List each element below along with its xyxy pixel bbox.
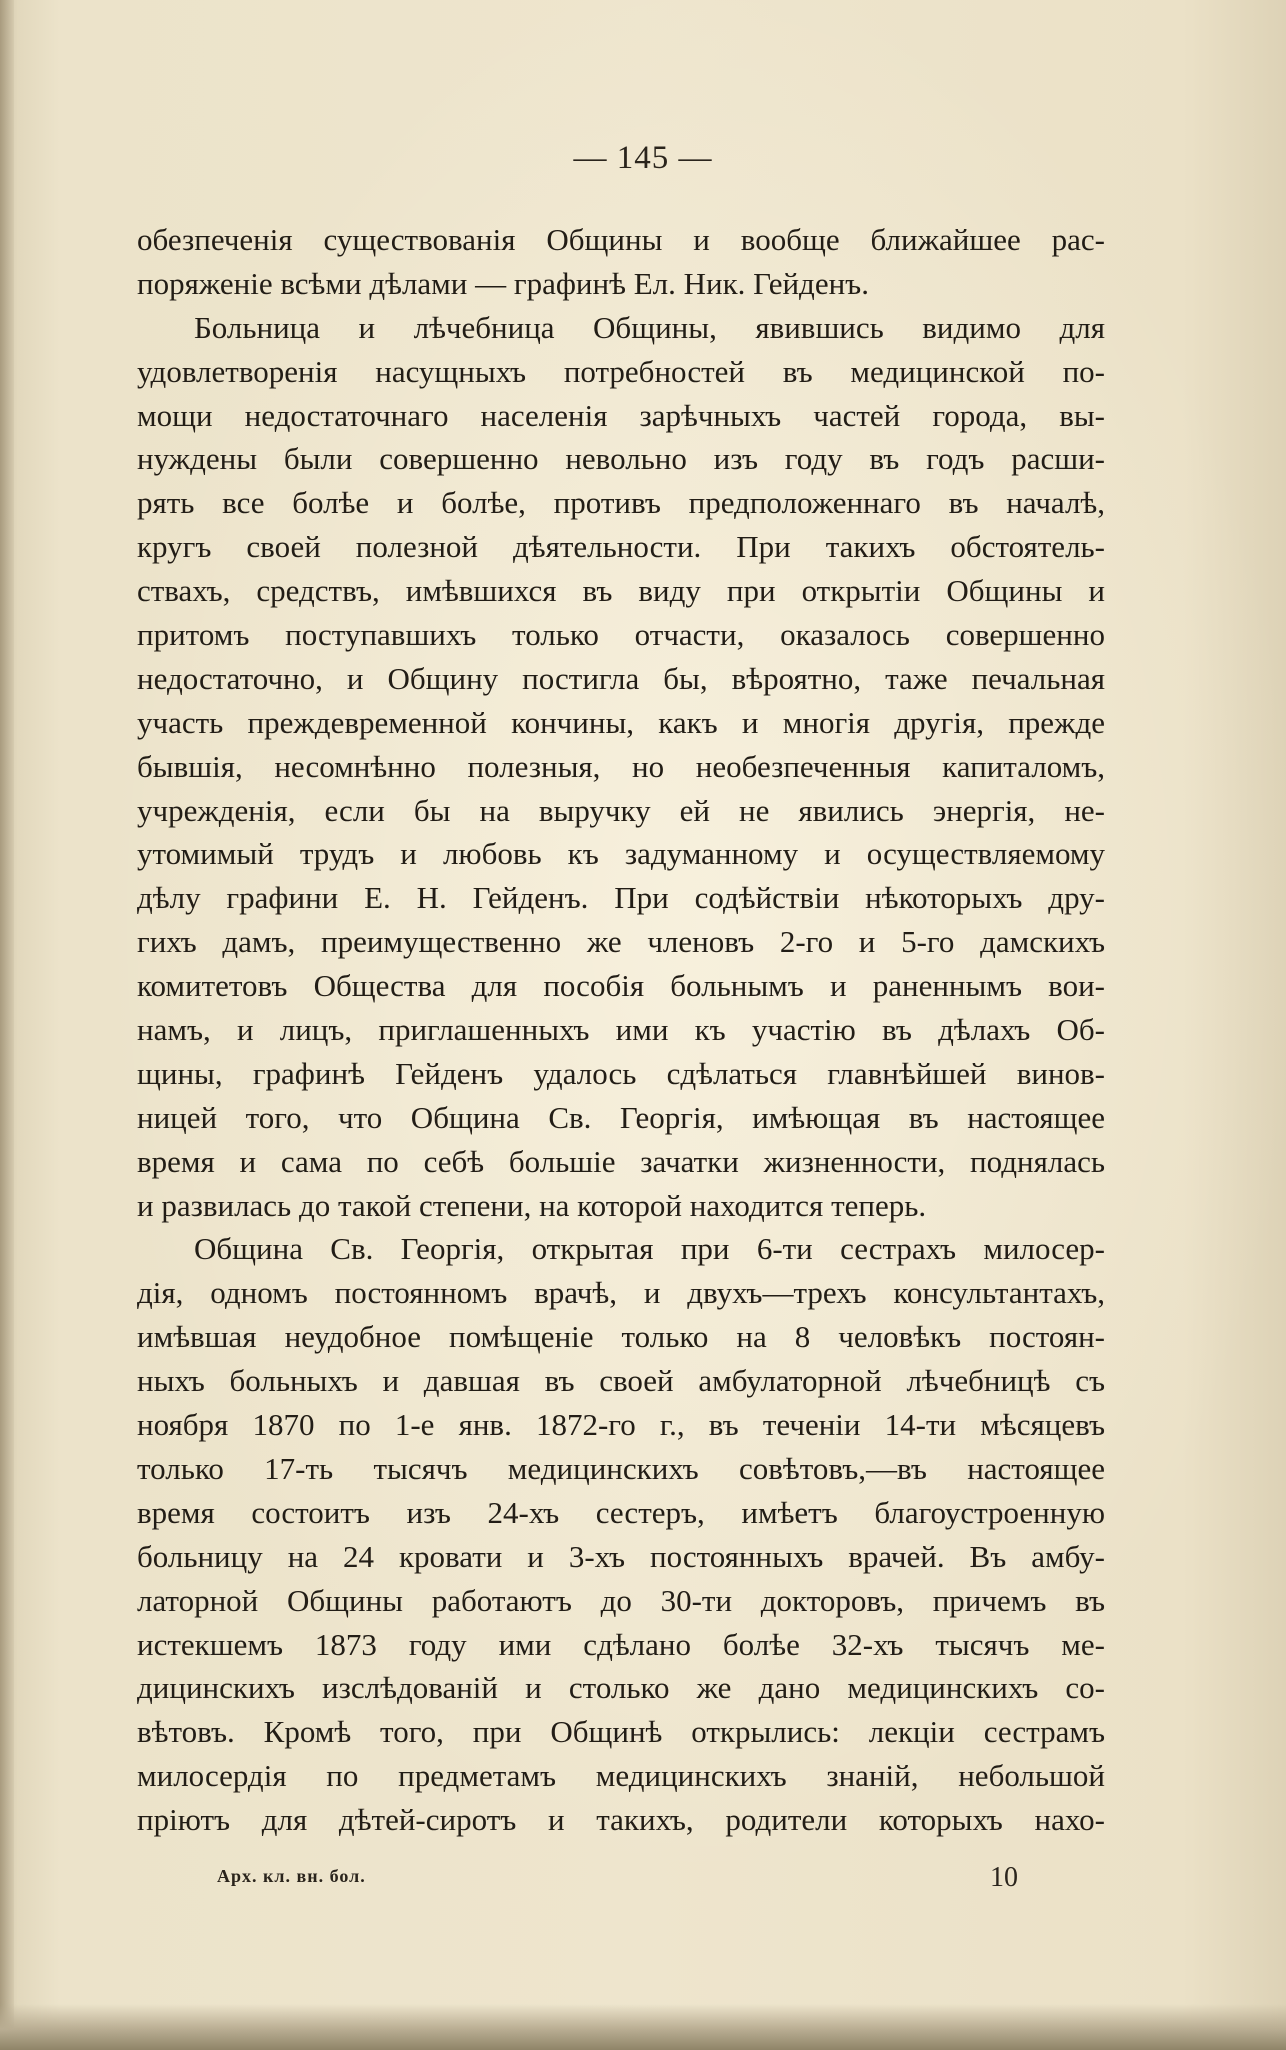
text-line: имѣвшая неудобное помѣщеніе только на 8 человѣкъ постоян- xyxy=(137,1319,1105,1355)
page-bottom-edge xyxy=(0,2004,1286,2050)
text-line: истекшемъ 1873 году ими сдѣлано болѣе 32-хъ тысячъ ме- xyxy=(137,1626,1105,1662)
text-line: милосердія по предметамъ медицинскихъ знаній, небольшой xyxy=(137,1758,1105,1794)
text-line: время состоитъ изъ 24-хъ сестеръ, имѣетъ благоустроенную xyxy=(137,1494,1105,1530)
text-line: нуждены были совершенно невольно изъ году въ годъ расши- xyxy=(137,441,1105,477)
text-line: только 17-ть тысячъ медицинскихъ совѣтовъ,—въ настоящее xyxy=(137,1450,1105,1486)
text-line: гихъ дамъ, преимущественно же членовъ 2-го и 5-го дамскихъ xyxy=(137,924,1105,960)
text-line: поряженіе всѣми дѣлами — графинѣ Ел. Ник. Гейденъ. xyxy=(137,265,869,301)
text-line: притомъ поступавшихъ только отчасти, оказалось совершенно xyxy=(137,617,1105,653)
body-text xyxy=(137,218,1105,1842)
text-line: дѣлу графини Е. Н. Гейденъ. При содѣйствіи нѣкоторыхъ дру- xyxy=(137,880,1105,916)
text-line: ствахъ, средствъ, имѣвшихся въ виду при открытіи Общины и xyxy=(137,573,1105,609)
text-line: комитетовъ Общества для пособія больнымъ и раненнымъ вои- xyxy=(137,968,1105,1004)
text-line: Больница и лѣчебница Общины, явившись видимо для xyxy=(194,309,1105,345)
text-line: удовлетворенія насущныхъ потребностей въ медицинской по- xyxy=(137,353,1105,389)
page-binding-edge xyxy=(0,0,14,2050)
text-line: ницей того, что Община Св. Георгія, имѣющая въ настоящее xyxy=(137,1099,1105,1135)
text-line: ныхъ больныхъ и давшая въ своей амбулаторной лѣчебницѣ съ xyxy=(137,1363,1105,1399)
text-line: пріютъ для дѣтей-сиротъ и такихъ, родители которыхъ нахо- xyxy=(137,1802,1105,1838)
text-line: утомимый трудъ и любовь къ задуманному и осуществляемому xyxy=(137,836,1105,872)
text-line: учрежденія, если бы на выручку ей не явились энергія, не- xyxy=(137,792,1105,828)
text-line: вѣтовъ. Кромѣ того, при Общинѣ открылись: лекціи сестрамъ xyxy=(137,1714,1105,1750)
text-line: бывшія, несомнѣнно полезныя, но необезпеченныя капиталомъ, xyxy=(137,748,1105,784)
text-line: латорной Общины работаютъ до 30-ти докторовъ, причемъ въ xyxy=(137,1582,1105,1618)
text-line: ноября 1870 по 1-е янв. 1872-го г., въ теченіи 14-ти мѣсяцевъ xyxy=(137,1407,1105,1443)
text-line: дицинскихъ изслѣдованій и столько же дано медицинскихъ со- xyxy=(137,1670,1105,1706)
text-line: рять все болѣе и болѣе, противъ предположеннаго въ началѣ, xyxy=(137,485,1105,521)
text-line: участь преждевременной кончины, какъ и многія другія, прежде xyxy=(137,704,1105,740)
sheet-number: 10 xyxy=(990,1862,1018,1893)
page-footer xyxy=(0,1862,1286,1902)
page-number: — 145 — xyxy=(573,140,713,176)
text-line: Община Св. Георгія, открытая при 6-ти сестрахъ милосер- xyxy=(194,1231,1105,1267)
text-line: дія, одномъ постоянномъ врачѣ, и двухъ—трехъ консультантахъ, xyxy=(137,1275,1105,1311)
text-line: намъ, и лицъ, приглашенныхъ ими къ участію въ дѣлахъ Об- xyxy=(137,1012,1105,1048)
text-line: и развилась до такой степени, на которой находится теперь. xyxy=(137,1187,927,1223)
text-line: обезпеченія существованія Общины и вообще ближайшее рас- xyxy=(137,222,1105,257)
text-line: мощи недостаточнаго населенія зарѣчныхъ частей города, вы- xyxy=(137,397,1105,433)
text-line: время и сама по себѣ большіе зачатки жизненности, поднялась xyxy=(137,1143,1105,1179)
text-line: кругъ своей полезной дѣятельности. При такихъ обстоятель- xyxy=(137,529,1105,565)
printer-signature: Арх. кл. вн. бол. xyxy=(217,1866,366,1886)
text-line: недостаточно, и Общину постигла бы, вѣроятно, таже печальная xyxy=(137,660,1105,696)
text-line: щины, графинѣ Гейденъ удалось сдѣлаться главнѣйшей винов- xyxy=(137,1055,1105,1091)
text-line: больницу на 24 кровати и 3-хъ постоянныхъ врачей. Въ амбу- xyxy=(137,1538,1105,1574)
